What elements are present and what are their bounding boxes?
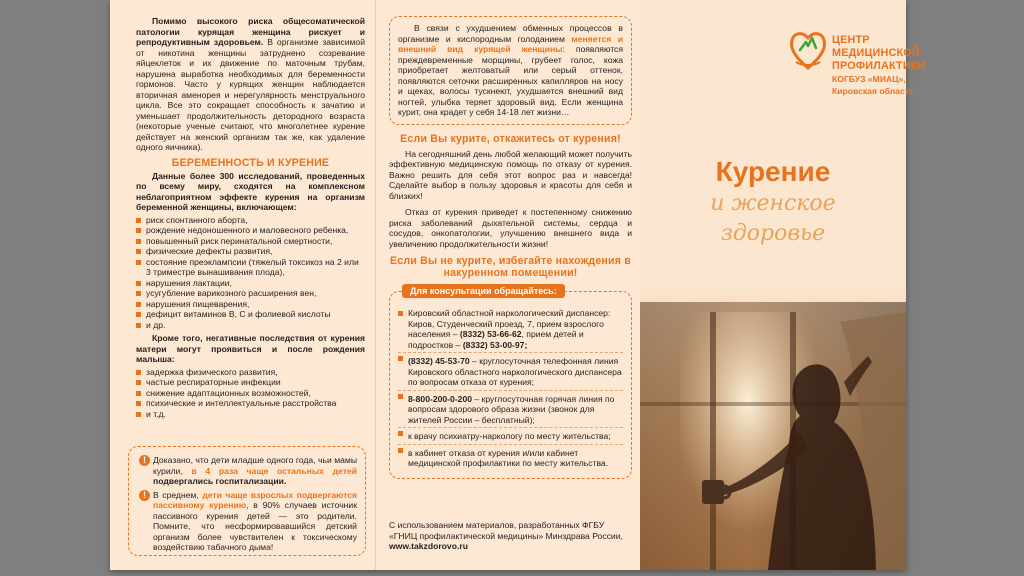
intro-paragraph [136, 16, 365, 153]
appearance-part: В связи с ухудшением обменных процессов в организме и кислородным голоданием [398, 23, 623, 44]
contacts-box [389, 286, 632, 479]
pregnancy-lead: Данные более 300 исследований, проведенных по всему миру, сходятся на комплексном неблагоприятном эффекте курения на организм беременной женщины, включающем: [136, 170, 365, 212]
intro-bold: Помимо высокого риска общесоматической патологии курящая женщина рискует и репродуктивным здоровьем. [136, 16, 365, 47]
list-item: повышенный риск перинатальной смертности, [136, 236, 365, 247]
list-item: частые респираторные инфекции [136, 377, 365, 388]
smokers-heading: Если Вы курите, откажитесь от курения! [400, 132, 621, 145]
list-item: физические дефекты развития, [136, 246, 365, 257]
fact-text-part: , в 90% случаев источник пассивного курения детей — это родители. Помните, что несформировавшийся детский организм более чувствителен к токсическому воздействию табачного дыма! [153, 500, 357, 552]
list-item: нарушения пищеварения, [136, 299, 365, 310]
phone-adult: (8332) 53-66-62 [459, 329, 522, 339]
contact-text: – круглосуточная телефонная линия Кировского областного наркологического диспансера по вопросам отказа от курения; [408, 356, 622, 387]
list-item: рождение недоношенного и маловесного ребенка, [136, 225, 365, 236]
fact-passive-smoking [139, 490, 357, 553]
nonsmokers-heading: Если Вы не курите, избегайте нахождения в накуренном помещении! [390, 255, 631, 279]
credits [389, 520, 634, 552]
list-item: задержка физического развития, [136, 367, 365, 378]
quit-paragraph: На сегодняшний день любой желающий может получить эффективную медицинскую помощь по отказу от курения. Важно решить для себя этот вопрос раз и навсегда! Сделайте выбор в пользу здоровья и красоты для себя и близких! [389, 148, 632, 201]
contact-text: Кировский областной наркологический диспансер: Киров, Студенческий проезд, 7, прием взрослого населения – [408, 308, 611, 339]
fact-text [153, 490, 357, 553]
heart-logo-icon [788, 28, 828, 72]
column-cover [640, 0, 926, 570]
contact-federal [398, 390, 623, 426]
org-line-1: ЦЕНТР МЕДИЦИНСКОЙ [832, 34, 920, 59]
list-item: усугубление варикозного расширения вен, [136, 288, 365, 299]
facts-box [128, 446, 366, 556]
contact-hotline [398, 352, 623, 388]
benefits-paragraph: Отказ от курения приведет к постепенному снижению риска заболеваний дыхательной системы, сердца и сосудов, онкопатологии, улучшению внешнего вида и увеличению продолжительности жизни! [389, 207, 632, 249]
cover-title [640, 155, 906, 249]
list-item: дефицит витаминов В, С и фолиевой кислоты [136, 309, 365, 320]
pregnancy-heading: БЕРЕМЕННОСТЬ И КУРЕНИЕ [171, 156, 330, 169]
fact-text-part: Доказано, что дети младше одного года, чьи мамы курили, [153, 455, 357, 476]
list-item: и т.д. [136, 409, 365, 420]
phone-federal: 8-800-200-0-200 [408, 393, 473, 404]
list-item: психические и интеллектуальные расстройства [136, 398, 365, 409]
list-item: нарушения лактации, [136, 278, 365, 289]
contact-text: , прием детей и подростков – [408, 329, 584, 350]
column-middle [375, 0, 640, 570]
exclamation-icon: ! [139, 455, 150, 466]
fact-highlight: дети чаще взрослых подвергаются пассивному курению [153, 489, 357, 510]
credits-text: С использованием материалов, разработанных ФГБУ «ГНИЦ профилактической медицины» Минздрава России, [389, 520, 623, 541]
fact-text-part: В среднем, [153, 489, 203, 500]
fact-text [153, 455, 357, 487]
title-line-3: здоровье [720, 221, 826, 246]
appearance-box [389, 16, 632, 125]
leaflet-sheet [110, 0, 926, 570]
list-item: риск спонтанного аборта, [136, 215, 365, 226]
list-item: и др. [136, 320, 365, 331]
list-item: состояние преэклампсии (тяжелый токсикоз на 2 или 3 триместре вынашивания плода), [136, 257, 365, 278]
fact-highlight: в 4 раза чаще остальных детей [191, 465, 357, 476]
exclamation-icon: ! [139, 490, 150, 501]
website-link: www.takzdorovo.ru [389, 541, 468, 551]
risks-list [136, 215, 365, 331]
woman-at-window-photo [640, 282, 906, 570]
contact-cabinet: в кабинет отказа от курения и/или кабинет медицинской профилактики по месту жительства. [398, 444, 623, 469]
list-item: снижение адаптационных возможностей, [136, 388, 365, 399]
org-line-2: ПРОФИЛАКТИКИ [832, 60, 926, 72]
contact-dispensary [398, 308, 623, 350]
contact-text: – круглосуточная горячая линия по вопросам здорового образа жизни (звонок для жителей России – бесплатный); [408, 393, 615, 425]
contacts-list [398, 308, 623, 469]
appearance-part: : появляются преждевременные морщины, грубеет голос, кожа приобретает желтоватый или серый оттенок, появляются сеточки расширенных капилляров на носу и щеках, волосы тускнеют, ухудшается внешний вид ногтей, улыбка теряет здоровый вид. Если женщина курит, она крадет у себя 14-18 лет жизни… [398, 44, 623, 117]
intro-text: В организме зависимой от никотина женщины затруднено созревание яйцеклеток и их движение по маточным трубам, нарушена выработка необходимых для беременности гормонов. Часто у курящих женщин наблюдается вторичная аменорея и нерегулярность менструального цикла. Все это сокращает способность к зачатию и уменьшает продолжительность детородного возраста (некоторые ученые считают, что многолетнее курение действует на женский организм так же, как удаление одного яичника). [136, 37, 366, 152]
fact-bold: подвергались госпитализации. [153, 476, 287, 486]
organization-name [832, 34, 926, 97]
appearance-highlight: меняется и внешний вид курящей женщины [398, 33, 623, 54]
phone-children: (8332) 53-00-97; [462, 339, 528, 350]
contact-doctor: к врачу психиатру-наркологу по месту жительства; [398, 427, 623, 442]
appearance-text [398, 23, 623, 118]
title-line-2: и женское [710, 191, 836, 216]
contacts-title: Для консультации обращайтесь: [402, 284, 565, 298]
title-line-1: Курение [715, 156, 831, 187]
child-effects-list [136, 367, 365, 420]
fact-hospitalization [139, 455, 357, 487]
phone-hotline: (8332) 45-53-70 [408, 356, 470, 366]
org-line-3: КОГБУЗ «МИАЦ», Кировская область [832, 74, 915, 96]
child-lead: Кроме того, негативные последствия от курения матери могут проявиться и после рождения малыша: [136, 333, 365, 364]
